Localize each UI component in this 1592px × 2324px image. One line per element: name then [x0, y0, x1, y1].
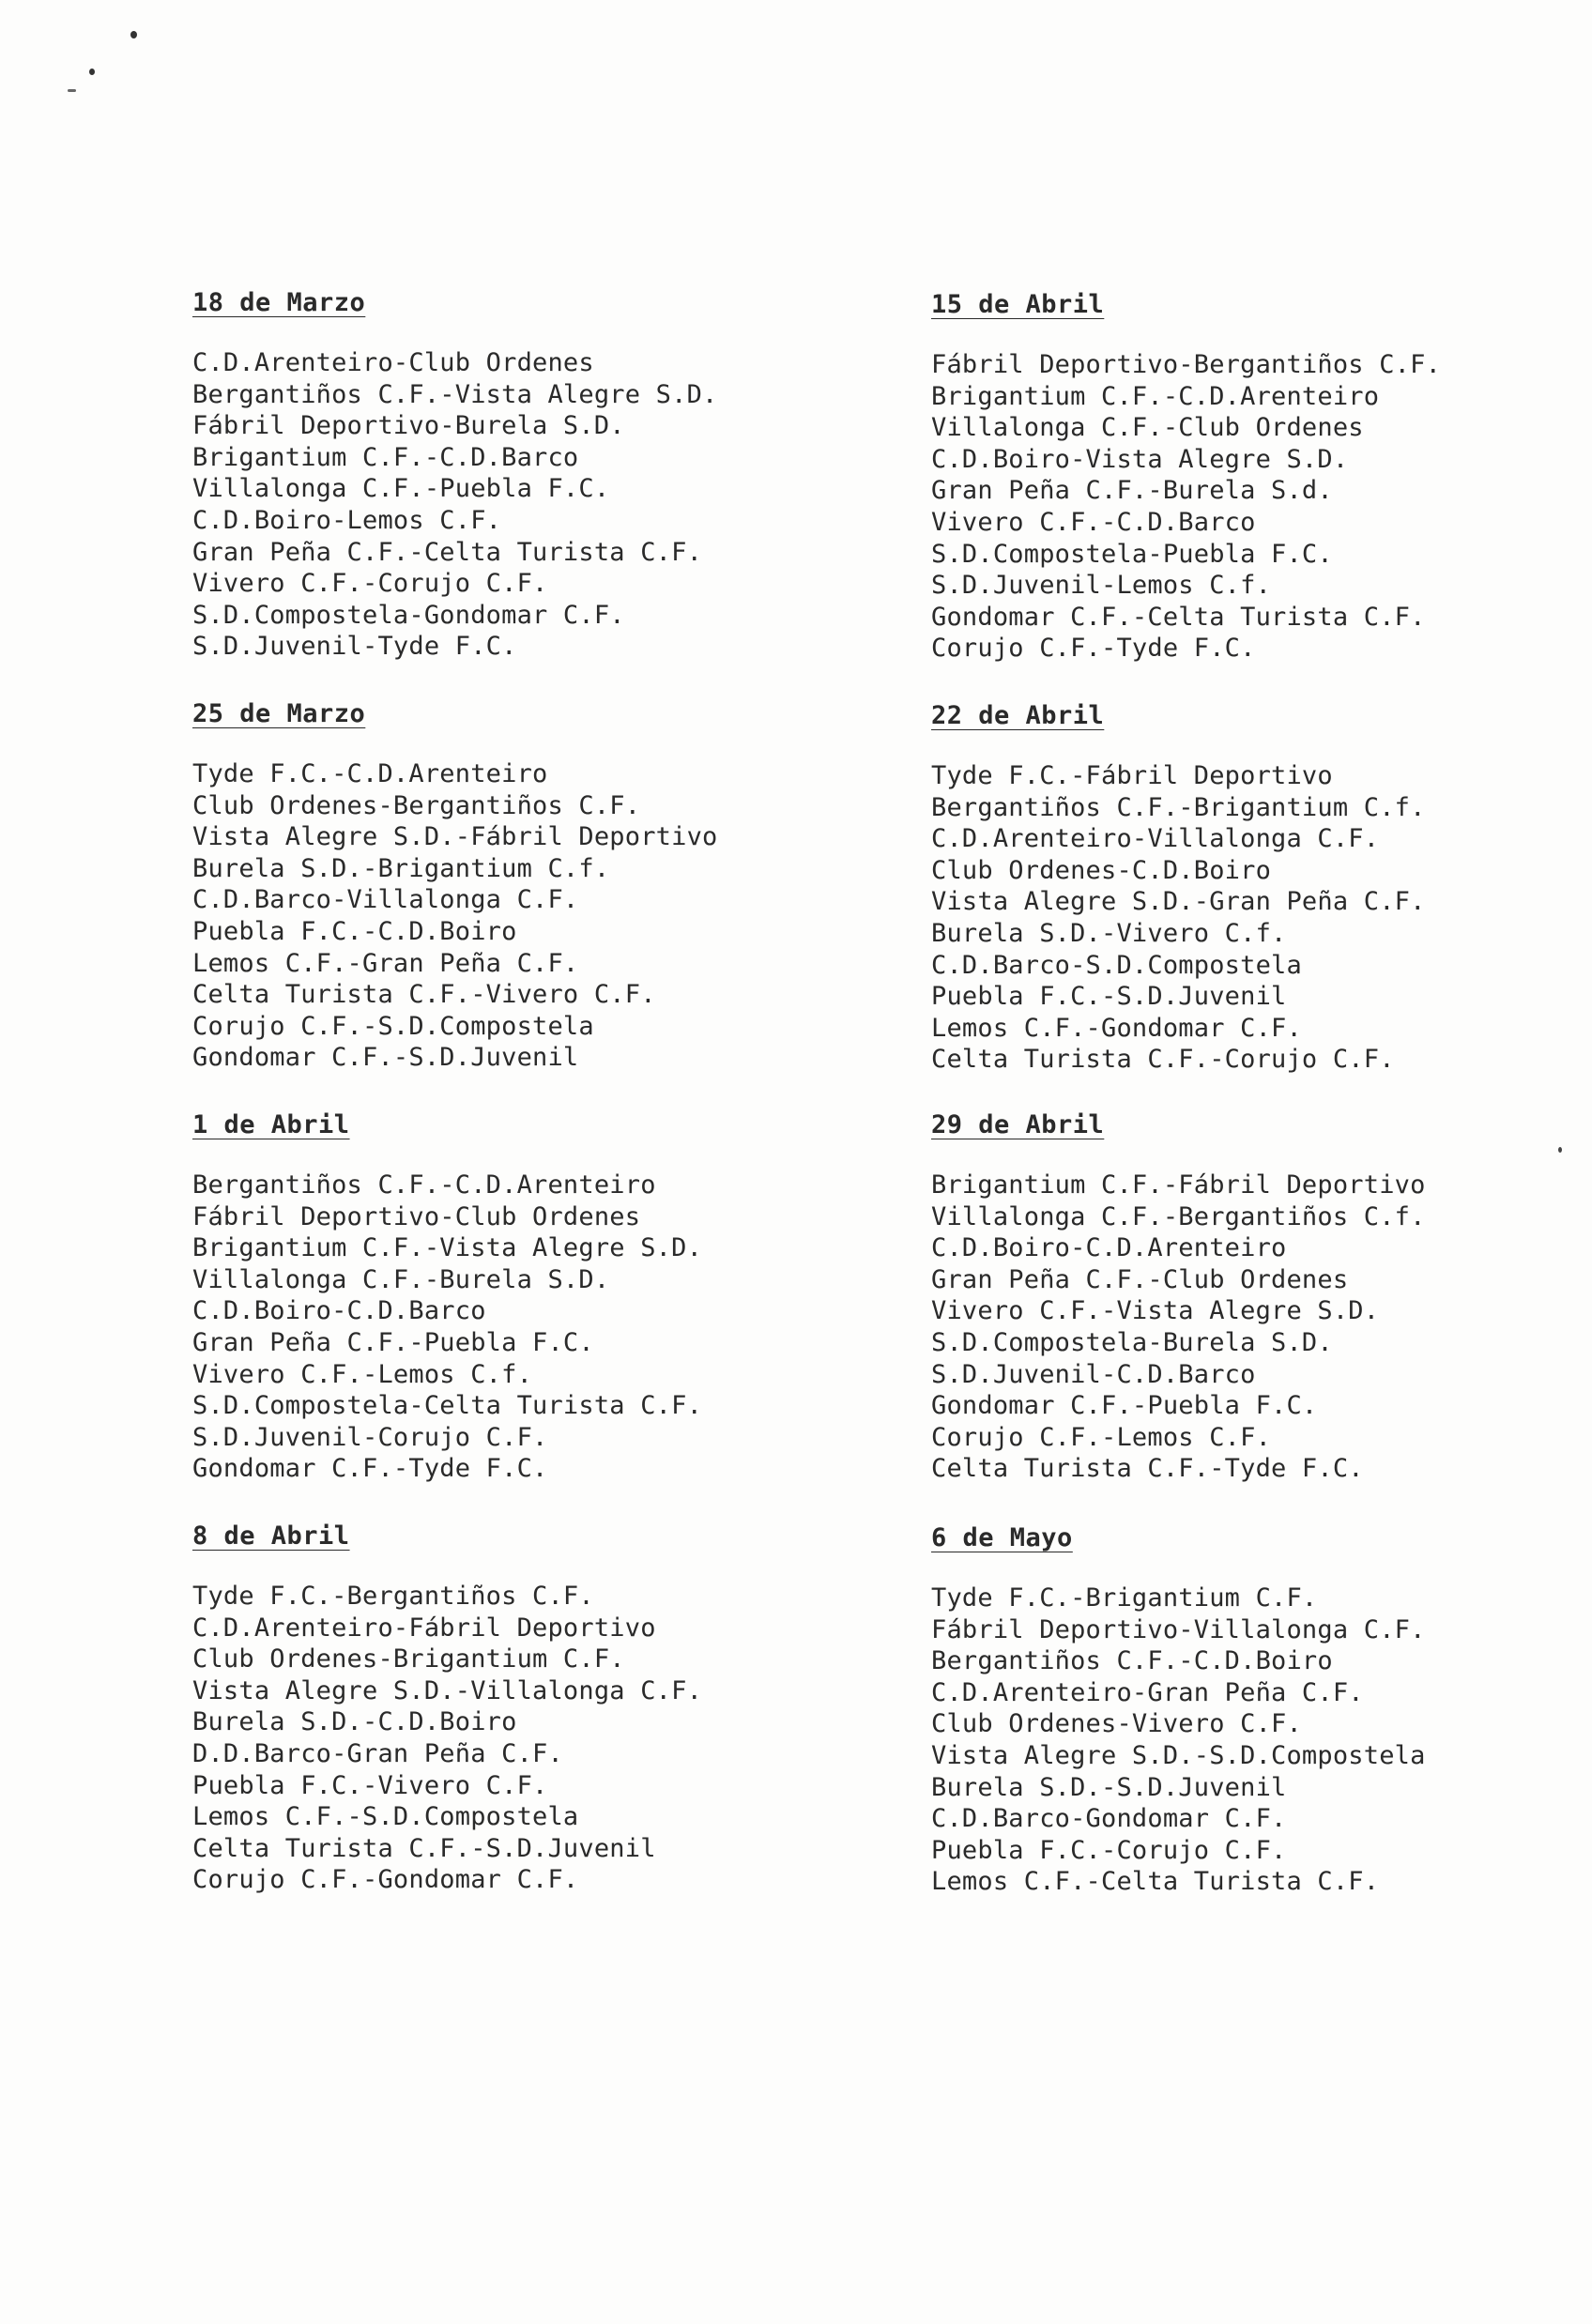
match-line: Burela S.D.-S.D.Juvenil: [931, 1772, 1287, 1802]
match-line: Gondomar C.F.-S.D.Juvenil: [192, 1043, 579, 1073]
round-date: 22 de Abril: [931, 701, 1105, 730]
match-line: Tyde F.C.-Brigantium C.F.: [931, 1583, 1318, 1613]
match-line: Puebla F.C.-C.D.Boiro: [192, 916, 517, 946]
match-line: Celta Turista C.F.-Tyde F.C.: [931, 1454, 1364, 1484]
match-line: C.D.Arenteiro-Gran Peña C.F.: [931, 1677, 1364, 1707]
match-list: [931, 1582, 1592, 1898]
match-list: [931, 349, 1592, 665]
match-line: Vista Alegre S.D.-S.D.Compostela: [931, 1740, 1426, 1770]
match-line: Celta Turista C.F.-Vivero C.F.: [192, 980, 656, 1010]
round-date: 29 de Abril: [931, 1110, 1105, 1139]
match-line: S.D.Juvenil-Corujo C.F.: [192, 1422, 548, 1452]
round-date: 1 de Abril: [192, 1110, 350, 1139]
match-line: S.D.Compostela-Celta Turista C.F.: [192, 1391, 703, 1421]
match-line: Vista Alegre S.D.-Villalonga C.F.: [192, 1675, 703, 1705]
match-line: Puebla F.C.-Vivero C.F.: [192, 1770, 548, 1800]
round-8-abril: [192, 1521, 906, 1896]
match-line: C.D.Barco-Gondomar C.F.: [931, 1804, 1287, 1834]
match-line: Vista Alegre S.D.-Gran Peña C.F.: [931, 887, 1426, 917]
match-line: Lemos C.F.-Celta Turista C.F.: [931, 1867, 1380, 1897]
match-line: C.D.Boiro-Vista Alegre S.D.: [931, 444, 1349, 474]
match-line: Gondomar C.F.-Celta Turista C.F.: [931, 602, 1426, 632]
match-line: C.D.Barco-Villalonga C.F.: [192, 885, 579, 915]
match-line: Bergantiños C.F.-C.D.Arenteiro: [192, 1170, 656, 1200]
round-18-marzo: [192, 287, 906, 663]
match-line: Gondomar C.F.-Puebla F.C.: [931, 1391, 1318, 1421]
match-line: Villalonga C.F.-Bergantiños C.f.: [931, 1201, 1426, 1231]
match-line: Brigantium C.F.-Fábril Deportivo: [931, 1170, 1426, 1200]
match-line: S.D.Juvenil-Tyde F.C.: [192, 632, 517, 662]
match-line: Tyde F.C.-Bergantiños C.F.: [192, 1582, 594, 1611]
match-line: Bergantiños C.F.-Brigantium C.f.: [931, 792, 1426, 822]
match-line: Vivero C.F.-C.D.Barco: [931, 507, 1256, 537]
match-line: C.D.Boiro-Lemos C.F.: [192, 505, 502, 535]
match-line: Villalonga C.F.-Club Ordenes: [931, 413, 1364, 443]
round-date: 8 de Abril: [192, 1521, 350, 1551]
match-line: Brigantium C.F.-C.D.Barco: [192, 442, 579, 472]
match-line: Lemos C.F.-Gran Peña C.F.: [192, 948, 579, 978]
match-line: Bergantiños C.F.-C.D.Boiro: [931, 1646, 1333, 1676]
match-line: Corujo C.F.-Gondomar C.F.: [192, 1865, 579, 1895]
match-list: [931, 1170, 1592, 1485]
match-line: Club Ordenes-Vivero C.F.: [931, 1709, 1302, 1739]
match-line: Burela S.D.-C.D.Boiro: [192, 1707, 517, 1737]
match-line: C.D.Boiro-C.D.Arenteiro: [931, 1233, 1287, 1263]
match-line: Gran Peña C.F.-Puebla F.C.: [192, 1327, 594, 1357]
match-line: Tyde F.C.-C.D.Arenteiro: [192, 759, 548, 788]
match-line: Burela S.D.-Vivero C.f.: [931, 918, 1287, 948]
match-line: Fábril Deportivo-Villalonga C.F.: [931, 1614, 1426, 1644]
match-line: Bergantiños C.F.-Vista Alegre S.D.: [192, 379, 718, 409]
match-line: Vista Alegre S.D.-Fábril Deportivo: [192, 822, 718, 852]
match-list: [931, 760, 1592, 1076]
match-line: Corujo C.F.-Lemos C.F.: [931, 1422, 1272, 1452]
match-line: Gran Peña C.F.-Burela S.d.: [931, 476, 1333, 506]
match-line: Lemos C.F.-Gondomar C.F.: [931, 1013, 1302, 1043]
round-date: 18 de Marzo: [192, 288, 366, 317]
match-line: Lemos C.F.-S.D.Compostela: [192, 1802, 579, 1832]
match-line: C.D.Arenteiro-Fábril Deportivo: [192, 1613, 656, 1643]
round-date: 15 de Abril: [931, 290, 1105, 319]
round-29-abril: [931, 1109, 1592, 1485]
round-6-mayo: [931, 1522, 1592, 1898]
match-line: Celta Turista C.F.-S.D.Juvenil: [192, 1833, 656, 1863]
match-line: C.D.Boiro-C.D.Barco: [192, 1296, 486, 1326]
match-list: [192, 1170, 906, 1485]
match-line: D.D.Barco-Gran Peña C.F.: [192, 1738, 563, 1768]
match-line: Fábril Deportivo-Club Ordenes: [192, 1201, 641, 1231]
match-line: Vivero C.F.-Corujo C.F.: [192, 569, 548, 599]
match-list: [192, 347, 906, 663]
match-line: Puebla F.C.-Corujo C.F.: [931, 1835, 1287, 1865]
match-line: Gran Peña C.F.-Celta Turista C.F.: [192, 537, 703, 567]
match-line: Vivero C.F.-Vista Alegre S.D.: [931, 1296, 1380, 1326]
match-line: Gran Peña C.F.-Club Ordenes: [931, 1264, 1349, 1294]
match-line: C.D.Barco-S.D.Compostela: [931, 950, 1302, 980]
match-line: Tyde F.C.-Fábril Deportivo: [931, 761, 1333, 790]
match-line: S.D.Compostela-Puebla F.C.: [931, 539, 1333, 569]
match-line: S.D.Juvenil-C.D.Barco: [931, 1359, 1256, 1389]
match-line: S.D.Juvenil-Lemos C.f.: [931, 571, 1272, 601]
match-line: Club Ordenes-Brigantium C.F.: [192, 1644, 625, 1674]
scan-speck: [89, 69, 95, 75]
match-line: S.D.Compostela-Burela S.D.: [931, 1327, 1333, 1357]
round-date: 25 de Marzo: [192, 699, 366, 728]
match-line: Brigantium C.F.-Vista Alegre S.D.: [192, 1233, 703, 1263]
round-22-abril: [931, 700, 1592, 1076]
match-line: Villalonga C.F.-Puebla F.C.: [192, 474, 610, 504]
match-line: Fábril Deportivo-Burela S.D.: [192, 411, 625, 441]
match-line: Burela S.D.-Brigantium C.f.: [192, 853, 610, 883]
match-line: Fábril Deportivo-Bergantiños C.F.: [931, 350, 1442, 379]
match-line: Club Ordenes-Bergantiños C.F.: [192, 790, 641, 820]
match-line: S.D.Compostela-Gondomar C.F.: [192, 600, 625, 630]
round-25-marzo: [192, 698, 906, 1074]
match-line: Puebla F.C.-S.D.Juvenil: [931, 982, 1287, 1012]
match-line: Corujo C.F.-Tyde F.C.: [931, 634, 1256, 664]
round-1-abril: [192, 1109, 906, 1485]
round-date: 6 de Mayo: [931, 1523, 1073, 1552]
match-line: C.D.Arenteiro-Villalonga C.F.: [931, 824, 1380, 854]
match-list: [192, 758, 906, 1074]
match-line: Celta Turista C.F.-Corujo C.F.: [931, 1045, 1395, 1075]
match-line: Corujo C.F.-S.D.Compostela: [192, 1011, 594, 1041]
scan-speck: [68, 89, 76, 92]
match-line: Brigantium C.F.-C.D.Arenteiro: [931, 381, 1380, 411]
round-15-abril: [931, 289, 1592, 665]
match-line: Villalonga C.F.-Burela S.D.: [192, 1264, 610, 1294]
scan-speck: [130, 31, 137, 38]
match-line: Vivero C.F.-Lemos C.f.: [192, 1359, 533, 1389]
match-line: C.D.Arenteiro-Club Ordenes: [192, 348, 594, 377]
match-line: Club Ordenes-C.D.Boiro: [931, 855, 1272, 885]
match-line: Gondomar C.F.-Tyde F.C.: [192, 1454, 548, 1484]
match-list: [192, 1581, 906, 1896]
